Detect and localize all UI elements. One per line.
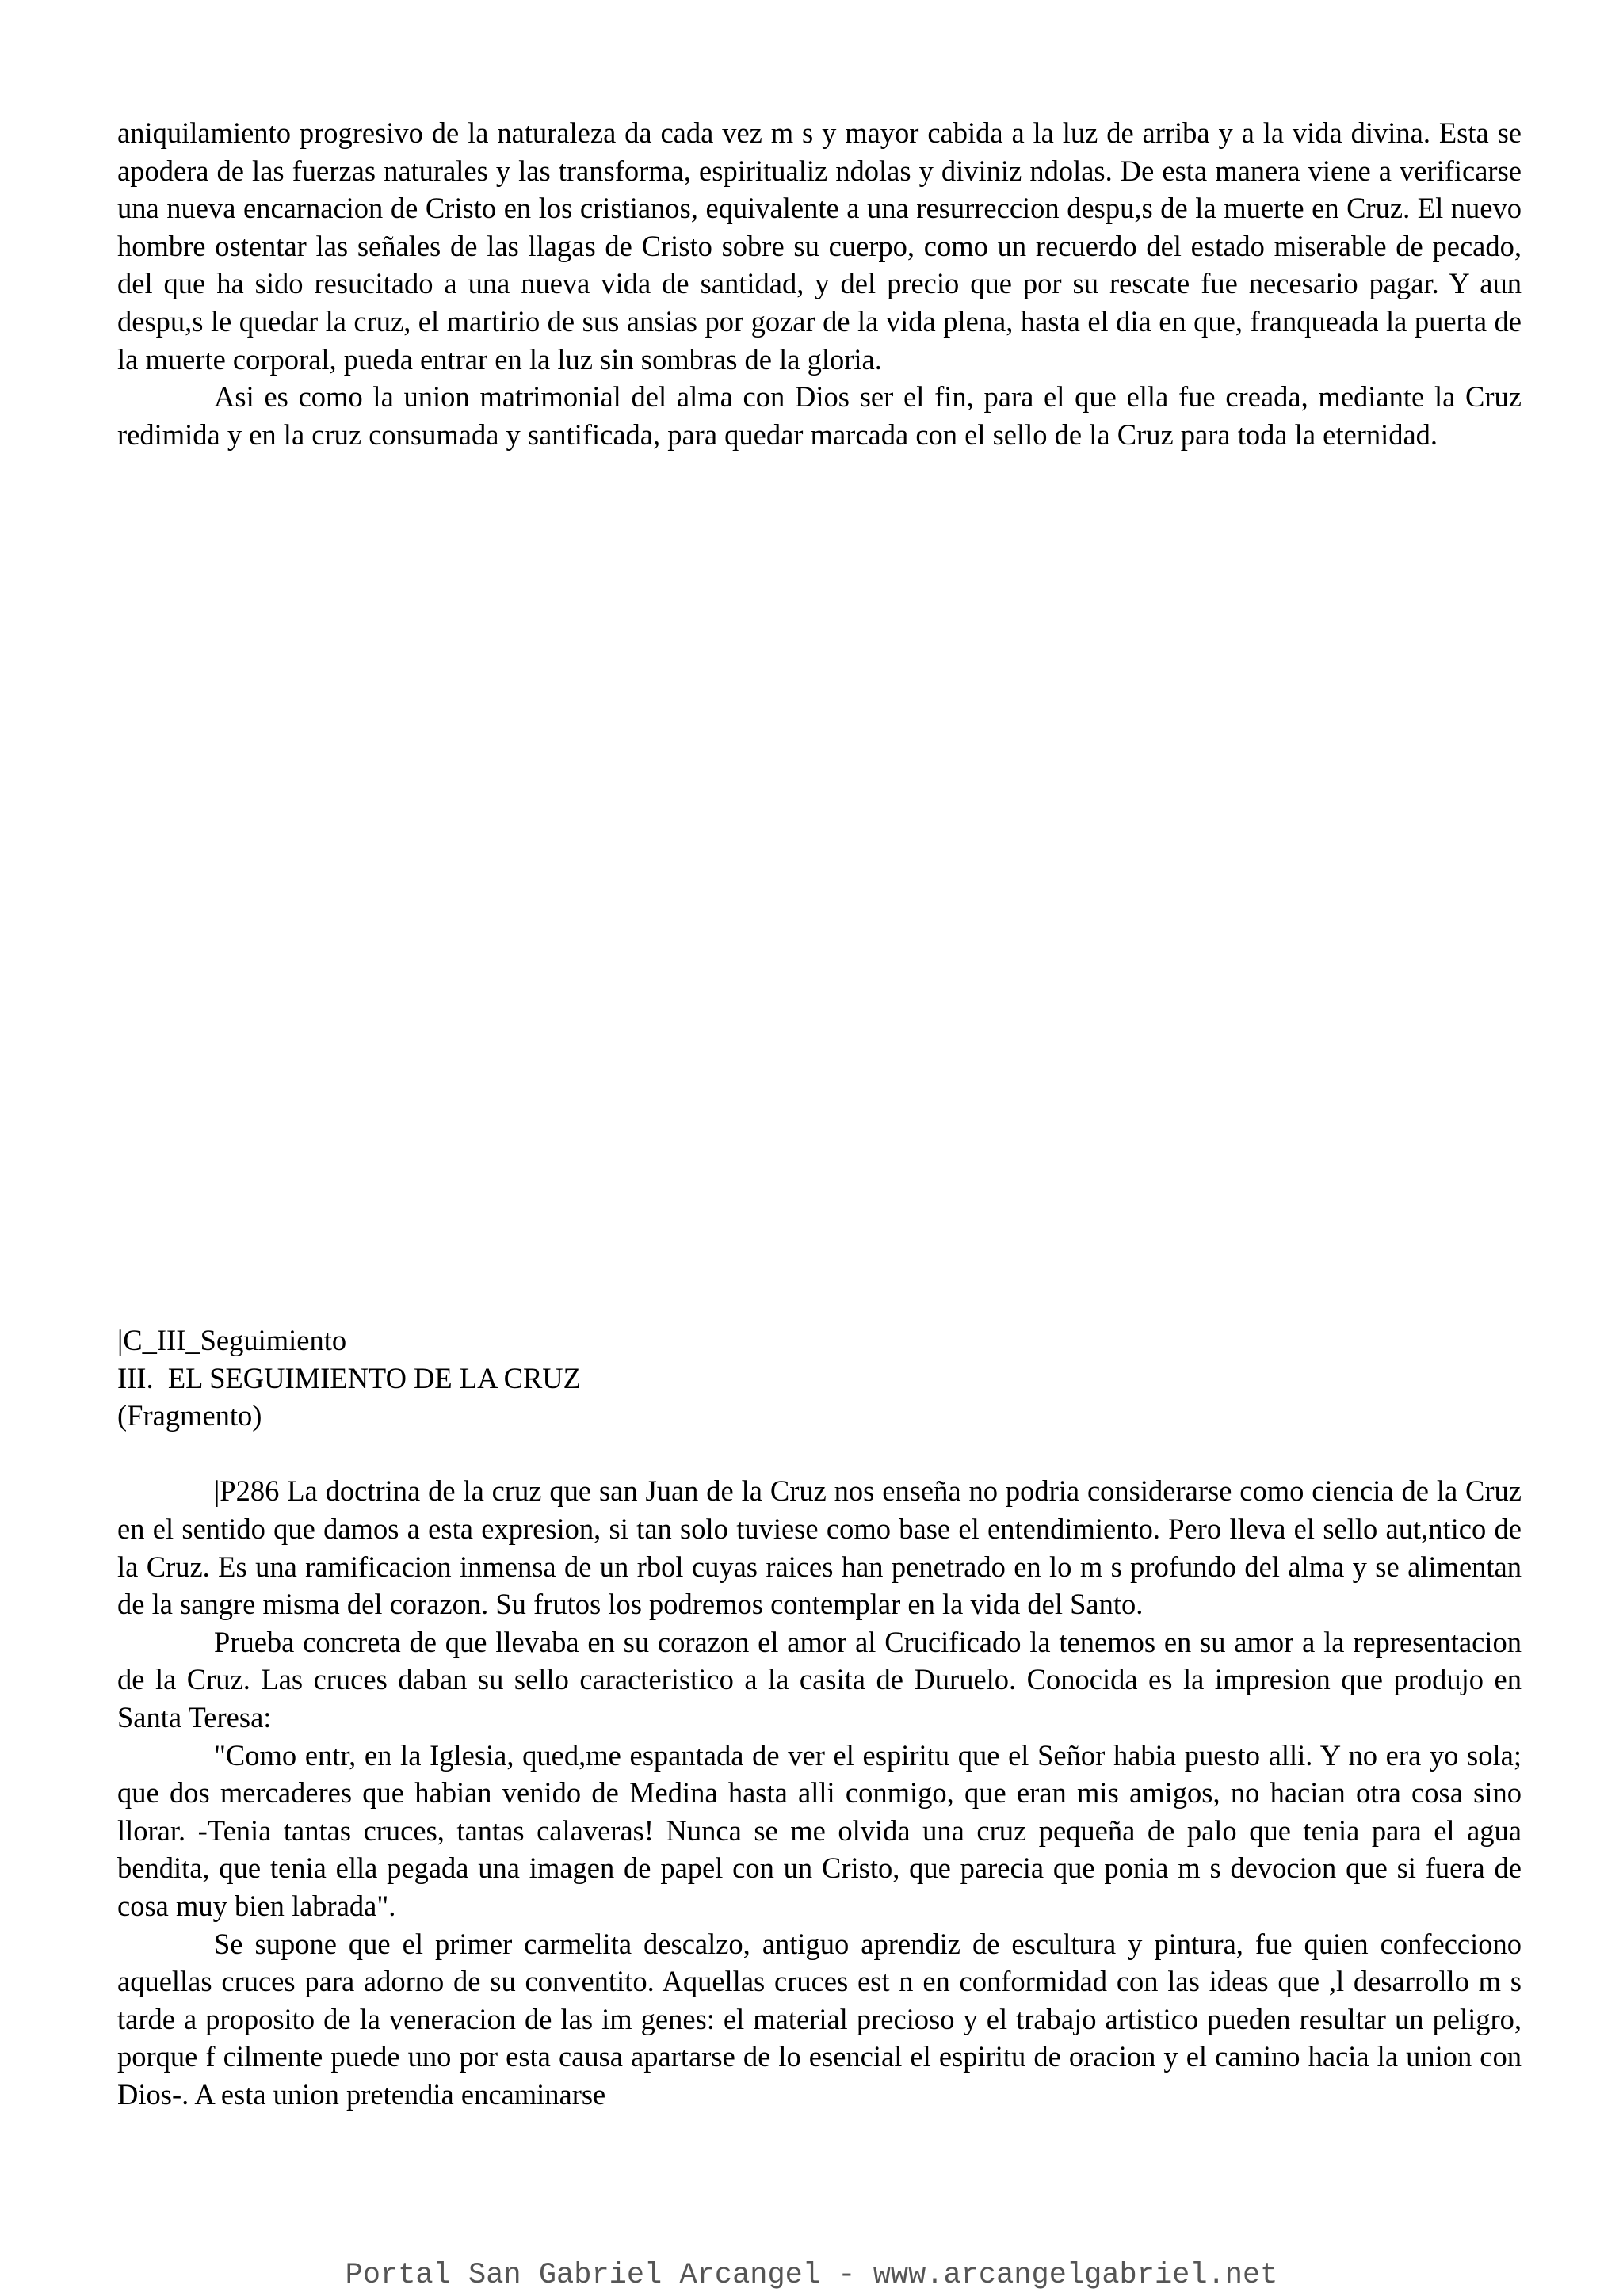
paragraph: Asi es como la union matrimonial del alma con Dios ser el fin, para el que ella fue creada, mediante la Cruz redimida y en la cruz consumada y santificada, para quedar marcada con el sello de la Cruz para toda la eternidad. bbox=[117, 380, 1522, 451]
chapter-subtitle: (Fragmento) bbox=[117, 1399, 262, 1432]
spacer bbox=[117, 1435, 1522, 1473]
paragraph: Prueba concreta de que llevaba en su corazon el amor al Crucificado la tenemos en su amor a la representacion de la Cruz. Las cruces daban su sello caracteristico a la casita de Duruelo. Conocida es la impresion que produjo en Santa Teresa: bbox=[117, 1625, 1522, 1733]
paragraph: Se supone que el primer carmelita descalzo, antiguo aprendiz de escultura y pintura, fue quien confecciono aquellas cruces para adorno de su conventito. Aquellas cruces est n en conformidad con las ideas que ,l desarrollo m s tarde a proposito de la veneracion de las im genes: el material precioso y el trabajo artistico pueden resultar un peligro, porque f cilmente puede uno por esta causa apartarse de lo esencial el espiritu de oracion y el camino hacia la union con Dios-. A esta union pretendia encaminarse bbox=[117, 1927, 1522, 2111]
paragraph: aniquilamiento progresivo de la naturaleza da cada vez m s y mayor cabida a la luz de arriba y a la vida divina. Esta se apodera de las fuerzas naturales y las transforma, espiritualiz ndolas y diviniz ndolas. De esta manera viene a verificarse una nueva encarnacion de Cristo en los cristianos, equivalente a una resurreccion despu,s de la muerte en Cruz. El nuevo hombre ostentar las señales de las llagas de Cristo sobre su cuerpo, como un recuerdo del estado miserable de pecado, del que ha sido resucitado a una nueva vida de santidad, y del precio que por su rescate fue necesario pagar. Y aun despu,s le quedar la cruz, el martirio de sus ansias por gozar de la vida plena, hasta el dia en que, franqueada la puerta de la muerte corporal, pueda entrar en la luz sin sombras de la gloria. bbox=[117, 116, 1522, 376]
quotation-paragraph: "Como entr, en la Iglesia, qued,me espantada de ver el espiritu que el Señor habia puesto alli. Y no era yo sola; que dos mercaderes que habian venido de Medina hasta alli conmigo, que eran mis amigos, no hacian otra cosa sino llorar. -Tenia tantas cruces, tantas calaveras! Nunca se me olvida una cruz pequeña de palo que tenia para el agua bendita, que tenia ella pegada una imagen de papel con un Cristo, que parecia que ponia m s devocion que si fuera de cosa muy bien labrada". bbox=[117, 1738, 1522, 1922]
paragraph: |P286 La doctrina de la cruz que san Juan de la Cruz nos enseña no podria considerarse como ciencia de la Cruz en el sentido que damos a esta expresion, si tan solo tuviese como base el entendimiento. Pero lleva el sello aut,ntico de la Cruz. Es una ramificacion inmensa de un rbol cuyas raices han penetrado en lo m s profundo del alma y se alimentan de la sangre misma del corazon. Su frutos los podremos contemplar en la vida del Santo. bbox=[117, 1474, 1522, 1621]
text-block-chapter bbox=[117, 1322, 1522, 2113]
text-block-top bbox=[117, 114, 1522, 453]
chapter-title: III. EL SEGUIMIENTO DE LA CRUZ bbox=[117, 1361, 581, 1394]
section-marker: |C_III_Seguimiento bbox=[117, 1324, 347, 1356]
page-footer: Portal San Gabriel Arcangel - www.arcangelgabriel.net bbox=[345, 2259, 1278, 2292]
